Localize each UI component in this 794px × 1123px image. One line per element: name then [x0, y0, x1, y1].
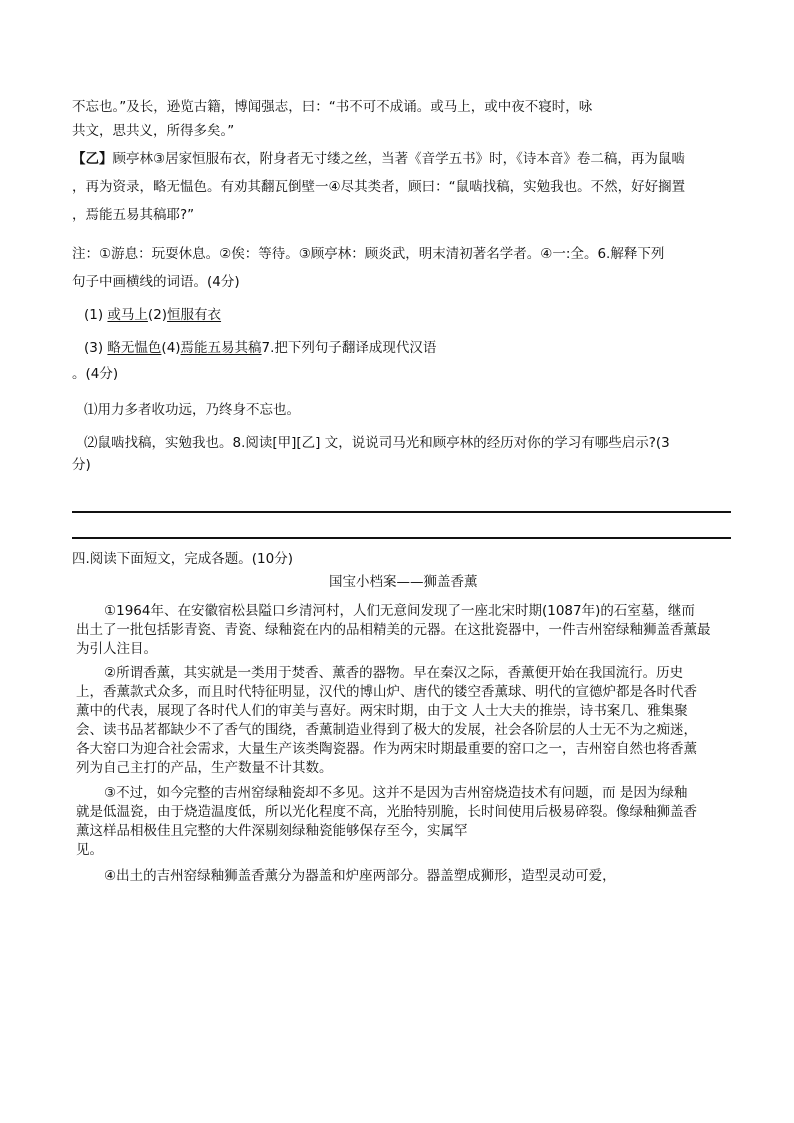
paragraph-line: 会、读书品茗都缺少不了香气的围绕，香薰制造业得到了极大的发展，社会各阶层的人士无不为之痴迷，: [76, 722, 697, 738]
question-7-sentence-2: ⑵鼠啮找稿，实勉我也。8.阅读[甲][乙] 文，说说司马光和顾亭林的经历对你的学习有哪些启示?(3: [84, 435, 670, 451]
item-number: (2): [147, 307, 168, 323]
paragraph-line: ①1964年、在安徽宿松县隘口乡清河村，人们无意间发现了一座北宋时期(1087年)的石室墓，继而: [104, 603, 695, 619]
question-6-items-row2: [84, 338, 436, 358]
answer-line: [72, 537, 731, 539]
paragraph-line: 就是低温瓷，由于烧造温度低，所以光化程度不高，光胎特别脆，长时间使用后极易碎裂。像绿釉狮盖香: [76, 804, 697, 820]
question-7-points: 。(4分): [72, 366, 119, 382]
question-6-items-row1: [84, 305, 221, 325]
answer-line: [72, 511, 731, 513]
paragraph-line: 列为自己主打的产品，生产数量不计其数。: [76, 760, 333, 776]
question-7-prompt: 7.把下列句子翻译成现代汉语: [261, 340, 437, 356]
paragraph-line: ④出土的吉州窑绿釉狮盖香薰分为器盖和炉座两部分。器盖塑成狮形，造型灵动可爱，: [104, 868, 616, 884]
passage-b-marker: 【乙】: [72, 151, 113, 167]
text-line: ，再为资录，略无愠色。有劝其翻瓦倒壁一④尽其类者，顾曰：“鼠啮找稿，实勉我也。不然，好好搁置: [72, 179, 686, 195]
question-6-prompt: 句子中画横线的词语。(4分): [72, 274, 240, 290]
section-heading: 四.阅读下面短文，完成各题。(10分): [72, 551, 294, 567]
item-number: (1): [84, 307, 104, 323]
notes-line: 注：①游息：玩耍休息。②俟：等待。③顾亭林：顾炎武，明末清初著名学者。④一:全。6.解释下列: [72, 246, 665, 262]
question-7-sentence-1: ⑴用力多者收功远，乃终身不忘也。: [84, 402, 300, 418]
text-line: [72, 149, 685, 169]
underlined-word: 焉能五易其稿: [180, 340, 262, 356]
underlined-word: 略无愠色: [107, 340, 162, 356]
paragraph-line: 各大窑口为迎合社会需求，大量生产该类陶瓷器。作为两宋时期最重要的窑口之一，吉州窑自然也将香薰: [76, 741, 697, 757]
paragraph-line: 出土了一批包括影青瓷、青瓷、绿釉瓷在内的品相精美的元器。在这批瓷器中，一件吉州窑绿釉狮盖香薰最: [76, 622, 711, 638]
text-span: 顾亭林③居家恒服布衣，附身者无寸缕之丝，当著《音学五书》时，《诗本音》卷二稿，再为鼠啮: [112, 151, 685, 167]
paragraph-line: 见。: [76, 842, 103, 858]
item-number: (4): [161, 340, 181, 356]
paragraph-line: 薰中的代表，展现了各时代人们的审美与喜好。两宋时期，由于文 人士大夫的推崇，诗书案几、雅集聚: [76, 703, 688, 719]
text-line: 不忘也。”及长，逊览古籍，博闻强志，曰：“书不可不成诵。或马上，或中夜不寝时，咏: [72, 99, 593, 115]
question-8-points: 分): [72, 457, 91, 473]
paragraph-line: 薰这样品相极佳且完整的大件深剔刻绿釉瓷能够保存至今，实属罕: [76, 823, 468, 839]
text-line: ，焉能五易其稿耶?”: [72, 207, 195, 223]
paragraph-line: ②所谓香薰，其实就是一类用于焚香、薰香的器物。早在秦汉之际，香薰便开始在我国流行。历史: [104, 665, 684, 681]
paragraph-line: 为引人注目。: [76, 641, 157, 657]
paragraph-line: 上，香薰款式众多，而且时代特征明显，汉代的博山炉、唐代的镂空香薰球、明代的宣德炉都是各时代香: [76, 684, 697, 700]
text-line: 共文，思共义，所得多矣。”: [72, 123, 235, 139]
underlined-word: 恒服有衣: [167, 307, 222, 323]
article-title: 国宝小档案——狮盖香薰: [329, 574, 478, 590]
paragraph-line: ③不过，如今完整的吉州窑绿釉瓷却不多见。这并不是因为吉州窑烧造技术有问题，而 是因为绿釉: [104, 785, 688, 801]
item-number: (3): [84, 340, 104, 356]
underlined-word: 或马上: [107, 307, 148, 323]
